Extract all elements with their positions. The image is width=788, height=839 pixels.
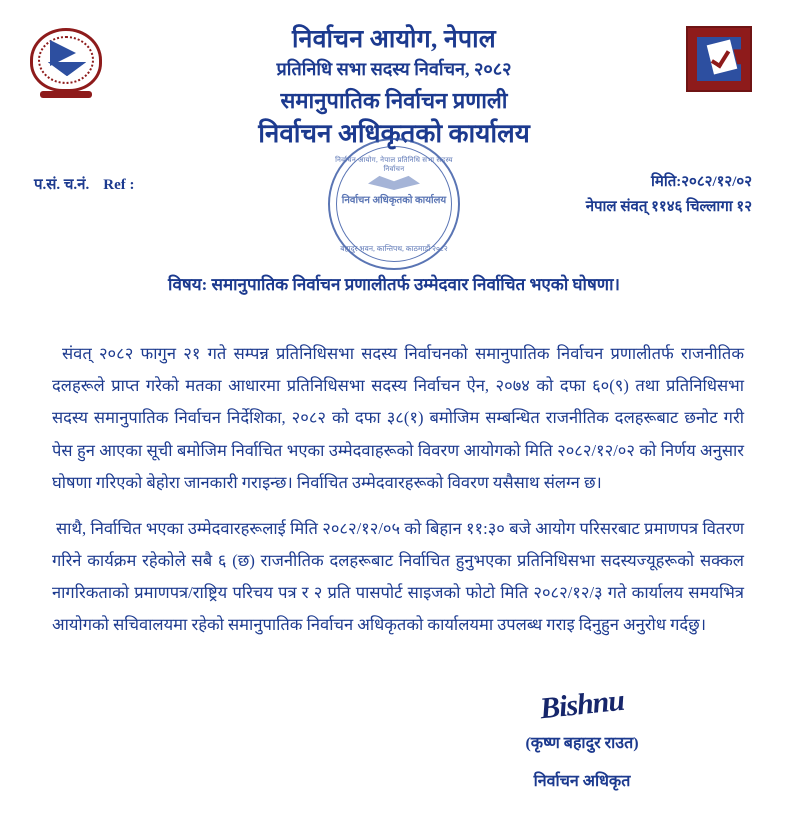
seal-bottom-text: बहादुर भवन, कान्तिपथ, काठमाडौं २०८२: [340, 243, 448, 253]
body-paragraph-2: साथै, निर्वाचित भएका उम्मेदवारहरूलाई मिति २०८२/१२/०५ को बिहान ११:३० बजे आयोग परिसरबाट प्रमाणपत्र वितरण गरिने कार्यक्रम रहेकोले सबै ६ (छ) राजनीतिक दलहरूबाट निर्वाचित हुनुभएका प्रतिनिधिसभा सदस्यज्यूहरूको सक्कल नागरिकताको प्रमाणपत्र/राष्ट्रिय परिचय पत्र र २ प्रति पासपोर्ट साइजको फोटो मिति २०८२/१२/३ गते कार्यालय समयभित्र आयोगको सचिवालयमा रहेको समानुपातिक निर्वाचन अधिकृतको कार्यालयमा उपलब्ध गराइ दिनुहुन अनुरोध गर्दछु।: [52, 518, 744, 635]
document-body: [52, 338, 744, 656]
date-block: [586, 170, 752, 220]
seal-top-text: निर्वाचन आयोग, नेपाल प्रतिनिधि सभा सदस्य निर्वाचन: [335, 156, 453, 174]
document-subject: विषय: समानुपातिक निर्वाचन प्रणालीतर्फ उम्मेदवार निर्वाचित भएको घोषणा।: [168, 275, 620, 294]
header-line-office: निर्वाचन अधिकृतको कार्यालय: [258, 119, 530, 149]
signatory-designation: निर्वाचन अधिकृत: [533, 773, 631, 790]
body-paragraph-1: संवत् २०८२ फागुन २१ गते सम्पन्न प्रतिनिधिसभा सदस्य निर्वाचनको समानुपातिक निर्वाचन प्रणालीतर्फ राजनीतिक दलहरूले प्राप्त गरेको मतका आधारमा प्रतिनिधिसभा सदस्य निर्वाचन ऐन, २०७४ को दफा ६०(९) तथा प्रतिनिधिसभा सदस्य समानुपातिक निर्वाचन निर्देशिका, २०८२ को दफा ३८(१) बमोजिम सम्बन्धित राजनीतिक दलहरूबाट छनोट गरी पेस हुन आएका सूची बमोजिम निर्वाचित भएका उम्मेदवाहरूको विवरण आयोगको मिति २०८२/१२/०२ को निर्णय अनुसार घोषणा गरिएको बेहोरा जानकारी गराइन्छ। निर्वाचित उम्मेदवारहरूको विवरण यसैसाथ संलग्न छ।: [52, 344, 744, 492]
signatory-name: (कृष्ण बहादुर राउत): [525, 735, 639, 752]
seal-middle-text: निर्वाचन अधिकृतको कार्यालय: [341, 195, 447, 206]
handwritten-signature: Bishnu: [538, 683, 626, 726]
signature-block: [462, 685, 702, 791]
reference-number-label: प.सं. च.नं.: [34, 177, 90, 193]
reference-row: [34, 170, 752, 220]
reference-left: [34, 170, 135, 194]
header-line-election: प्रतिनिधि सभा सदस्य निर्वाचन, २०८२: [276, 59, 512, 80]
header-line-system: समानुपातिक निर्वाचन प्रणाली: [280, 87, 508, 113]
reference-label: Ref :: [103, 177, 135, 193]
date-nepal-sambat: नेपाल संवत् ११४६ चिल्लागा १२: [585, 198, 752, 215]
document-header: [0, 24, 788, 151]
date-bikram-sambat: मिति:२०८२/१२/०२: [650, 174, 752, 190]
header-line-organization: निर्वाचन आयोग, नेपाल: [292, 26, 496, 53]
